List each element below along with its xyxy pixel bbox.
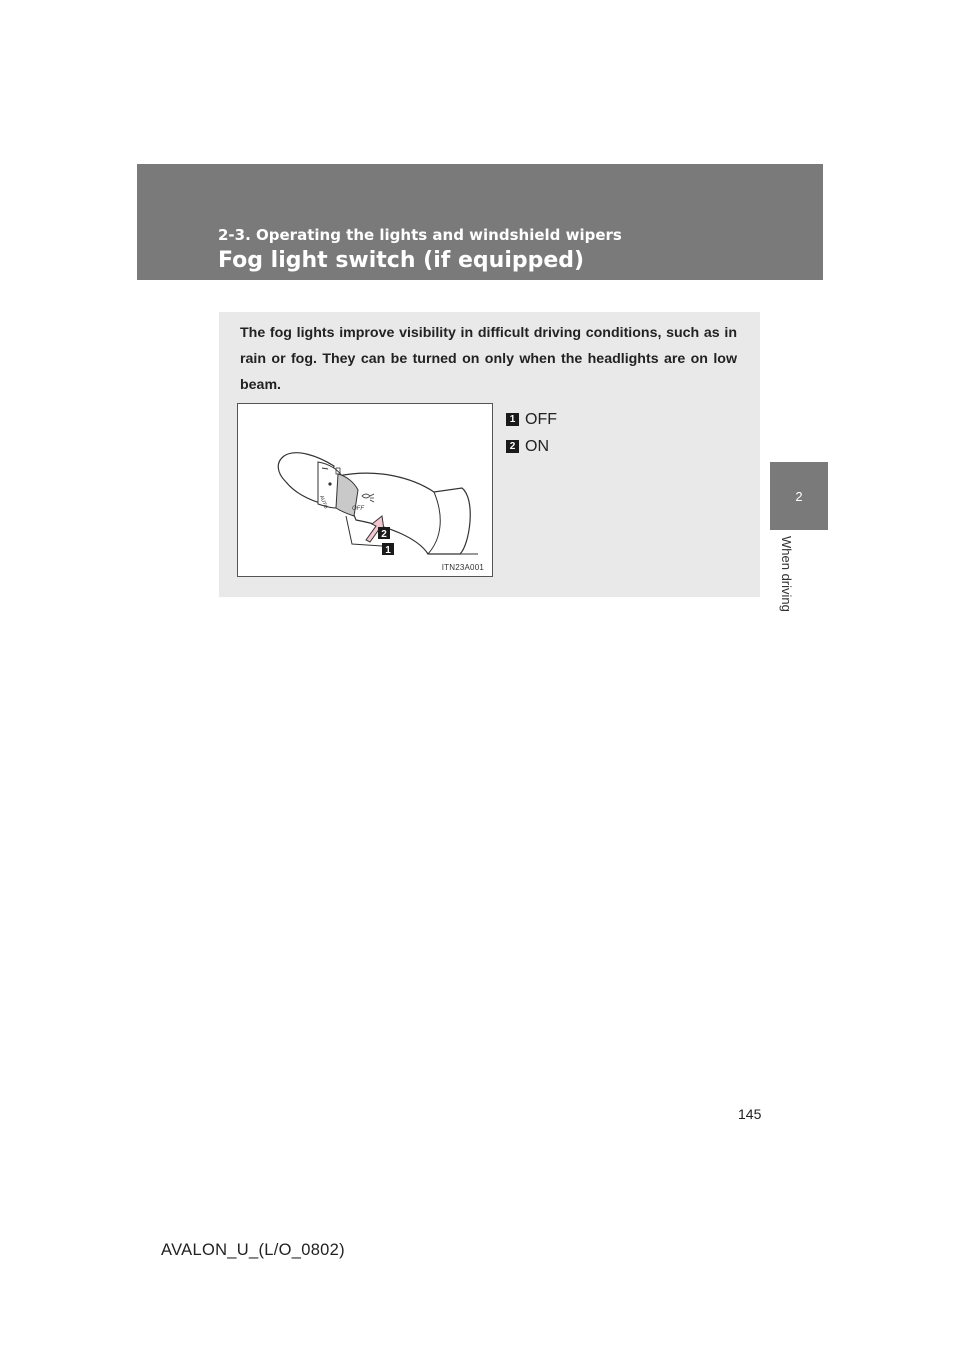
fog-switch-figure [237, 403, 493, 577]
chapter-name: When driving [779, 536, 794, 612]
off-mark: OFF [352, 506, 364, 512]
section-label: 2-3. Operating the lights and windshield wipers [218, 226, 622, 244]
auto-mark: AUTO [318, 494, 329, 510]
intro-text: The fog lights improve visibility in difficult driving conditions, such as in rain or fog. They can be turned on only when the headlights are on low beam. [240, 325, 737, 393]
legend [506, 406, 557, 460]
figure-code: ITN23A001 [441, 563, 484, 572]
legend-number-badge: 1 [506, 413, 519, 426]
callout-2: 2 [381, 529, 387, 540]
chapter-tab[interactable] [770, 462, 828, 530]
callout-1: 1 [385, 545, 391, 556]
content-box [219, 312, 760, 597]
legend-number-badge: 2 [506, 440, 519, 453]
legend-label: OFF [525, 410, 557, 428]
document-code: AVALON_U_(L/O_0802) [161, 1241, 345, 1259]
legend-item-off [506, 406, 557, 433]
page-number: 145 [738, 1106, 762, 1122]
header-band [137, 164, 823, 280]
legend-label: ON [525, 437, 549, 455]
lever-illustration [238, 404, 494, 578]
chapter-number: 2 [795, 488, 803, 504]
legend-item-on [506, 433, 557, 460]
page-title: Fog light switch (if equipped) [218, 248, 585, 273]
